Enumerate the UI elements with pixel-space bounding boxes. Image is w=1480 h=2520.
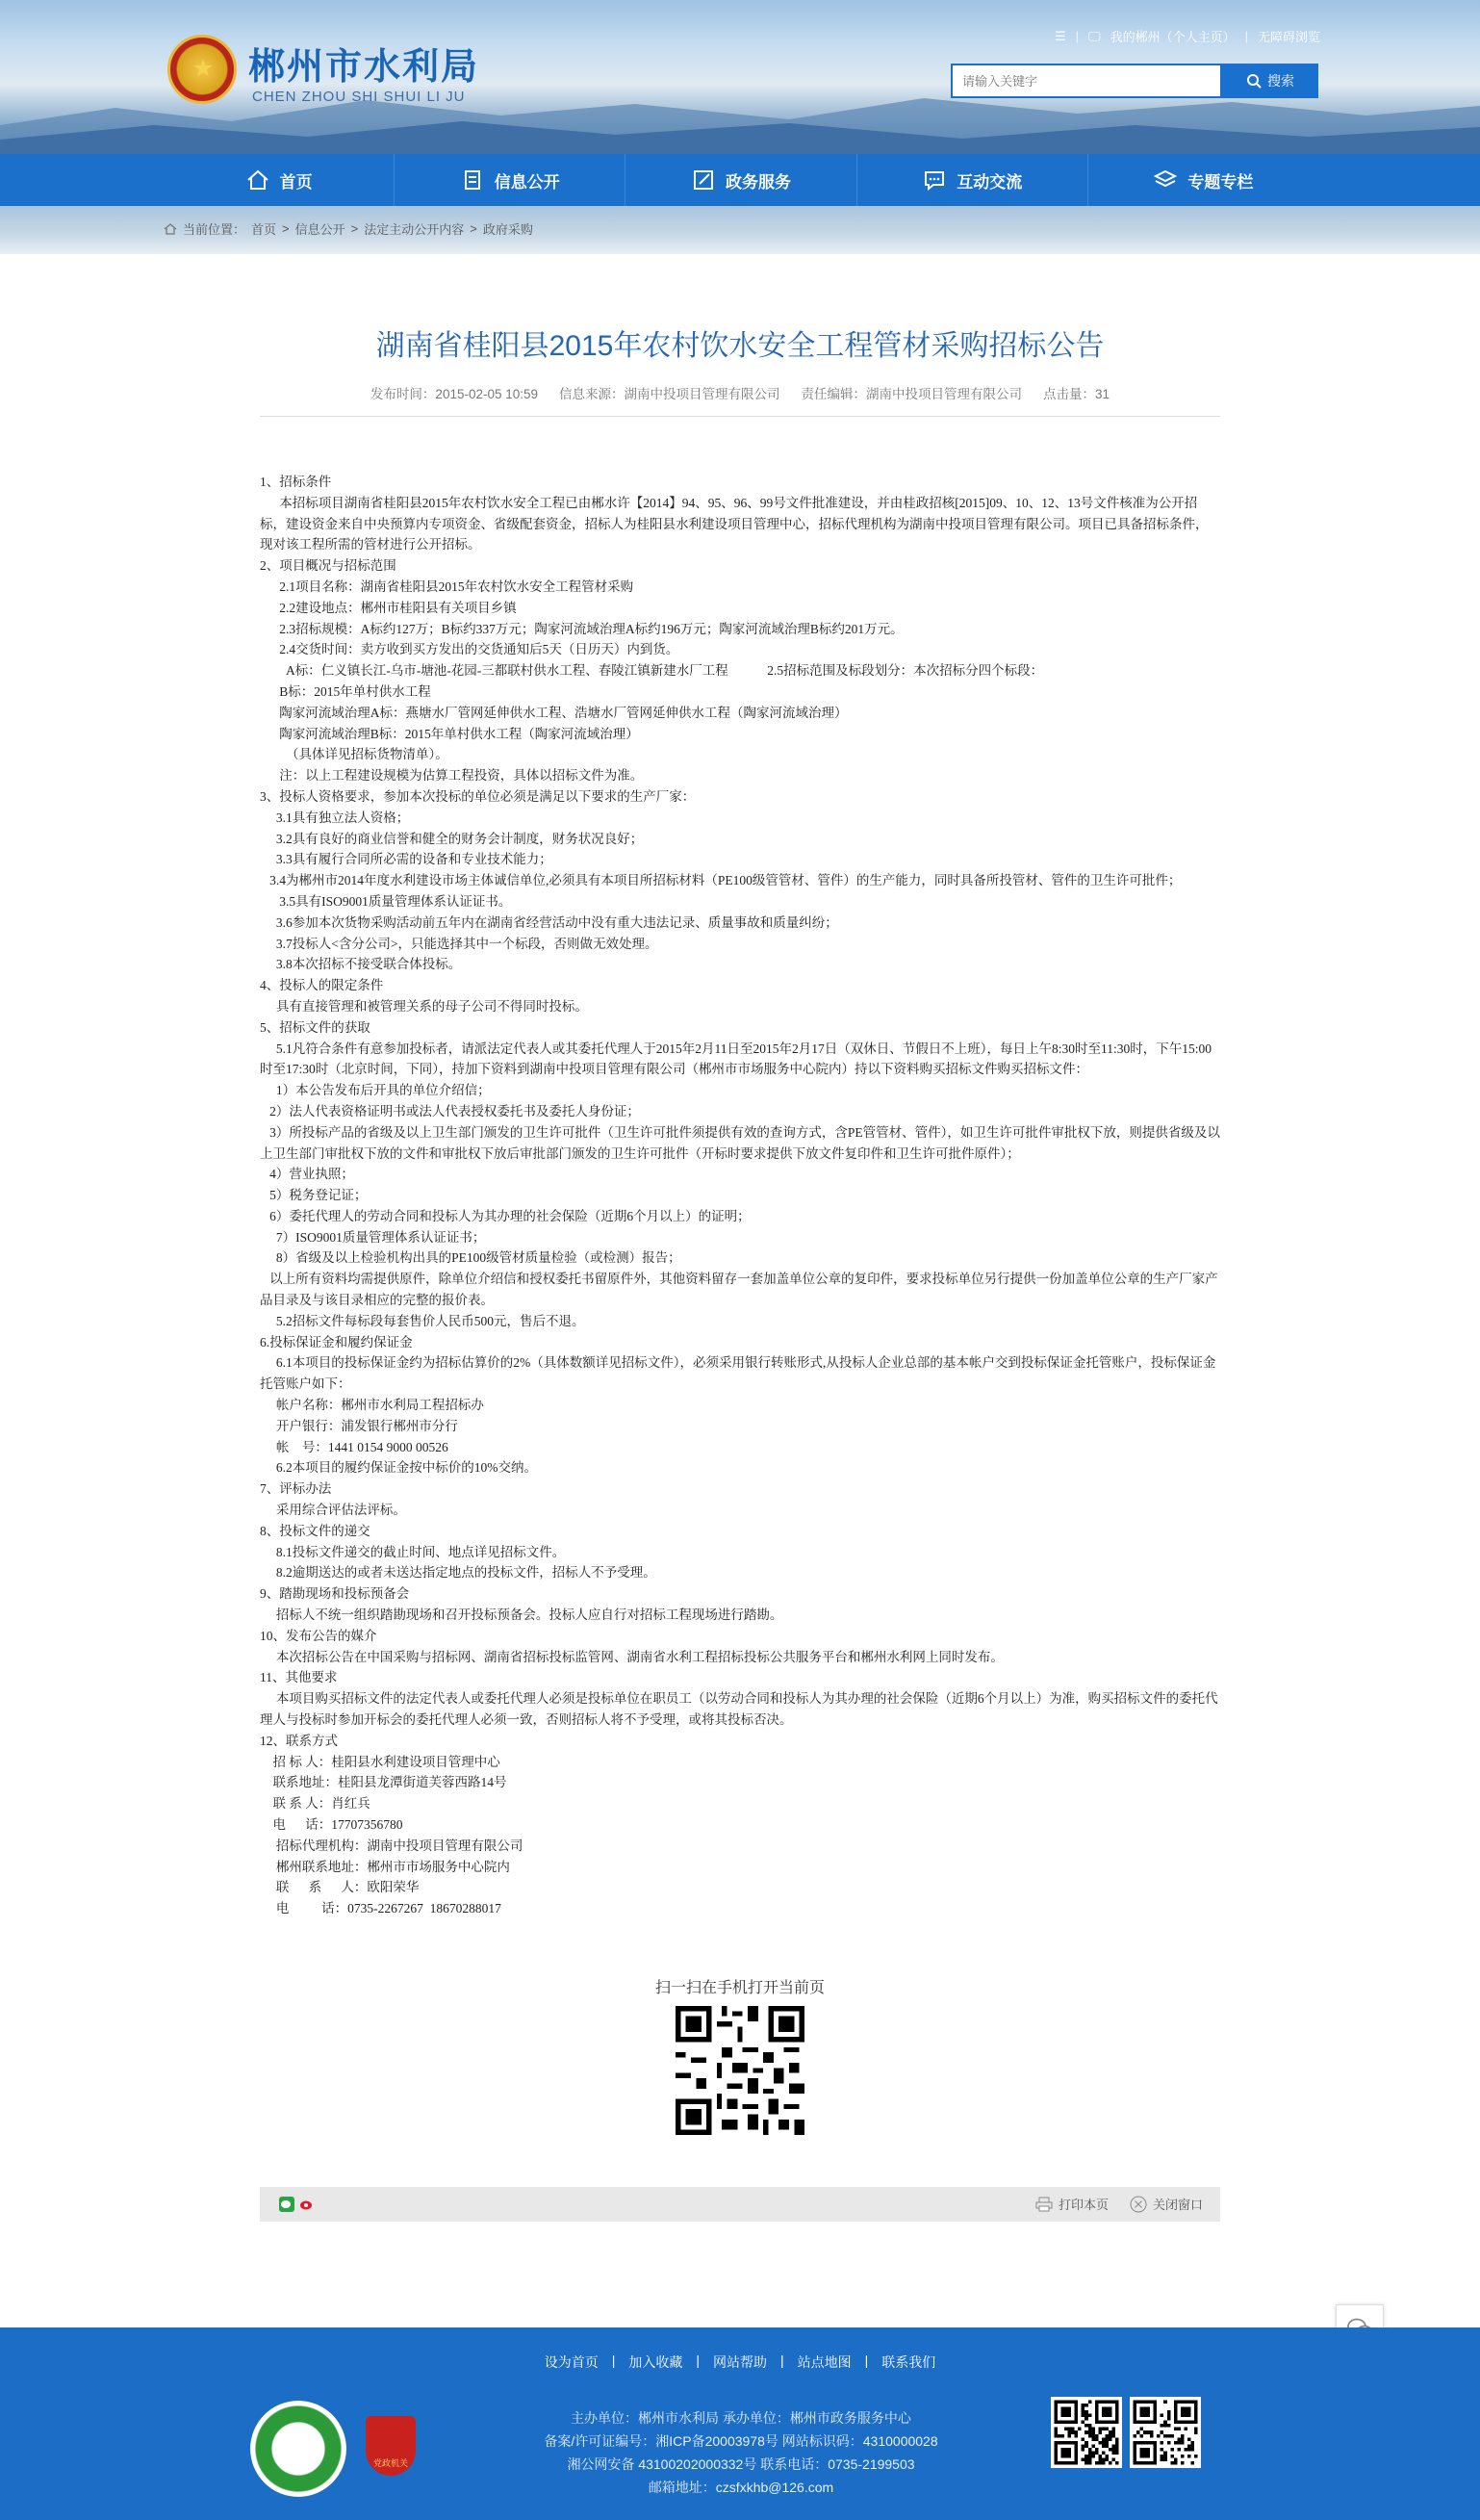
site-title[interactable]: 郴州市水利局 [248, 47, 480, 88]
article-paragraph: 电 话：17707356780 [260, 1817, 403, 1832]
publish-time: 发布时间：2015-02-05 10:59 [370, 387, 539, 401]
document-icon [460, 167, 485, 193]
search-box [951, 64, 1318, 98]
qr-code [676, 2006, 804, 2135]
wechat-share-icon[interactable] [279, 2197, 294, 2212]
print-label: 打印本页 [1058, 2198, 1109, 2212]
article-paragraph: 5.1凡符合条件有意参加投标者，请派法定代表人或其委托代理人于2015年2月11日至2015年2月17日（双休日、节假日不上班），每日上午8:30时至11:30时，下午15:00时至17:30时（北京时间，下同），持加下资料到湖南中投项目管理有限公司（郴州市市场服务中心院内）持以下资料购买招标文件购买招标文件： [260, 1041, 1212, 1077]
breadcrumb-sep: > [282, 221, 290, 236]
article-paragraph: 采用综合评估法评标。 [260, 1503, 406, 1518]
article-paragraph: 2.2建设地点：郴州市桂阳县有关项目乡镇 [260, 600, 517, 615]
article-paragraph: 开户银行：浦发银行郴州市分行 [260, 1418, 458, 1433]
breadcrumb [164, 219, 533, 238]
party-gov-org-icon[interactable] [366, 2416, 416, 2476]
article-paragraph: A标：仁义镇长江-乌市-塘池-花园-三都联村供水工程、春陵江镇新建水厂工程 2.5招标范围及标段划分：本次招标分四个标段： [260, 663, 1044, 679]
home-small-icon [164, 222, 177, 236]
breadcrumb-home[interactable]: 首页 [251, 222, 277, 237]
article-paragraph: 3.8本次招标不接受联合体投标。 [260, 957, 462, 972]
close-button[interactable] [1130, 2195, 1203, 2213]
article-paragraph: 联 系 人：欧阳荣华 [260, 1880, 420, 1895]
article-paragraph: 6）委托代理人的劳动合同和投标人为其办理的社会保险（近期6个月以上）的证明； [260, 1208, 751, 1223]
article-paragraph: 11、其他要求 [260, 1670, 338, 1685]
nav-special[interactable] [1088, 154, 1318, 206]
article-paragraph: 2）法人代表资格证明书或法人代表授权委托书及委托人身份证； [260, 1103, 640, 1119]
footer-icp[interactable]: 备案/许可证编号：湘ICP备20003978号 网站标识码：4310000028 [544, 2433, 938, 2449]
site-subtitle: CHEN ZHOU SHI SHUI LI JU [252, 89, 466, 105]
article-paragraph: 8.2逾期送达的或者未送达指定地点的投标文件，招标人不予受理。 [260, 1565, 656, 1581]
article-paragraph: 8）省级及以上检验机构出具的PE100级管材质量检验（或检测）报告； [260, 1250, 681, 1266]
breadcrumb-legal-content[interactable]: 法定主动公开内容 [364, 222, 465, 237]
article-toolbar [260, 2187, 1220, 2222]
breadcrumb-sep: > [470, 221, 477, 236]
article-paragraph: 5.2招标文件每标段每套售价人民币500元，售后不退。 [260, 1313, 585, 1328]
info-source: 信息来源：湖南中投项目管理有限公司 [559, 387, 780, 401]
article-paragraph: 帐户名称：郴州市水利局工程招标办 [260, 1398, 484, 1413]
article-paragraph: 8.1投标文件递交的截止时间、地点详见招标文件。 [260, 1544, 566, 1559]
article-paragraph: 3.1具有独立法人资格； [260, 810, 410, 825]
footer-contact-link[interactable]: 联系我们 [881, 2354, 936, 2370]
article-paragraph: 10、发布公告的媒介 [260, 1628, 377, 1643]
breadcrumb-info-public[interactable]: 信息公开 [294, 222, 345, 237]
article-paragraph: 3、投标人资格要求，参加本次投标的单位必须是满足以下要求的生产厂家： [260, 788, 696, 804]
article-paragraph: 本项目购买招标文件的法定代表人或委托代理人必须是投标单位在职员工（以劳动合同和投标人为其办理的社会保险（近期6个月以上）为准，购买招标文件的委托代理人与投标时参加开标会的委托代理人必须一致，否则招标人将不予受理，或将其投标否决。 [260, 1691, 1218, 1728]
article-paragraph: 陶家河流域治理B标：2015年单村供水工程（陶家河流域治理） [260, 726, 639, 741]
footer-email: 邮箱地址：czsfxkhb@126.com [648, 2480, 834, 2495]
my-chenzhou-link[interactable]: 我的郴州（个人主页） [1110, 30, 1236, 44]
close-icon [1130, 2196, 1147, 2213]
article-paragraph: 以上所有资料均需提供原件，除单位介绍信和授权委托书留原件外，其他资料留存一套加盖单位公章的复印件，要求投标单位另行提供一份加盖单位公章的生产厂家产品目录及与该目录相应的完整的报价表。 [260, 1272, 1218, 1308]
nav-gov-service-label: 政务服务 [726, 172, 791, 192]
article-paragraph: 陶家河流域治理A标：燕塘水厂管网延伸供水工程、浩塘水厂管网延伸供水工程（陶家河流域治理） [260, 705, 848, 720]
qr-pattern [1051, 2397, 1122, 2468]
article-paragraph: 招 标 人：桂阳县水利建设项目管理中心 [260, 1754, 500, 1769]
toolbar-actions [1035, 2195, 1203, 2213]
website-identification-seal-icon[interactable] [250, 2401, 346, 2497]
article-paragraph: 6.投标保证金和履约保证金 [260, 1334, 413, 1350]
article-paragraph: 3.7投标人<含分公司>，只能选择其中一个标段，否则做无效处理。 [260, 936, 658, 951]
article-paragraph: 帐 号：1441 0154 9000 00526 [260, 1439, 448, 1454]
qr-pattern [1130, 2397, 1201, 2468]
article-paragraph: 3.5具有ISO9001质量管理体系认证证书。 [260, 893, 512, 909]
article-paragraph: 2.3招标规模：A标约127万；B标约337万元；陶家河流域治理A标约196万元；陶家河流域治理B标约201万元。 [260, 621, 904, 636]
nav-home[interactable] [164, 154, 395, 206]
footer-sponsor: 主办单位：郴州市水利局 承办单位：郴州市政务服务中心 [571, 2410, 911, 2426]
article-body [260, 472, 1220, 1919]
article-paragraph: 3）所投标产品的省级及以上卫生部门颁发的卫生许可批件（卫生许可批件须提供有效的查询方式，含PE管管材、管件），如卫生许可批件审批权下放，则提供省级及以上卫生部门审批权下放的文件和审批权下放后审批部门颁发的卫生许可批件（开标时要求提供下放文件复印件和卫生许可批件原件）； [260, 1124, 1220, 1161]
nav-special-label: 专题专栏 [1187, 172, 1254, 192]
nav-interaction-label: 互动交流 [957, 172, 1023, 192]
divider [260, 416, 1220, 417]
article-meta [260, 383, 1220, 402]
footer-qr-code-2 [1130, 2397, 1201, 2468]
article-paragraph: 注：以上工程建设规模为估算工程投资，具体以招标文件为准。 [260, 768, 644, 784]
home-icon [245, 167, 270, 193]
article-paragraph: 3.2具有良好的商业信誉和健全的财务会计制度，财务状况良好； [260, 831, 644, 846]
share-icons [279, 2197, 314, 2212]
article-paragraph: 5、招标文件的获取 [260, 1019, 370, 1035]
search-input[interactable] [951, 64, 1222, 98]
article-paragraph: 7）ISO9001质量管理体系认证证书； [260, 1229, 486, 1245]
party-gov-org-text: 党政机关 [372, 2458, 408, 2468]
article-paragraph: 7、评标办法 [260, 1481, 332, 1497]
article-paragraph: 2.1项目名称：湖南省桂阳县2015年农村饮水安全工程管材采购 [260, 579, 634, 594]
article-paragraph: 本招标项目湖南省桂阳县2015年农村饮水安全工程已由郴水许【2014】94、95、96、99号文件批准建设，并由桂政招核[2015]09、10、12、13号文件核准为公开招标，建设资金来自中央预算内专项资金、省级配套资金，招标人为桂阳县水利建设项目管理中心，招标代理机构为湖南中投项目管理有限公司。项目已具备招标条件，现对该工程所需的管材进行公开招标。 [260, 495, 1209, 553]
article-paragraph: 招标代理机构：湖南中投项目管理有限公司 [260, 1838, 523, 1853]
nav-info-public[interactable] [395, 154, 625, 206]
site-header [0, 0, 1480, 154]
article-paragraph: （具体详见招标货物清单）。 [260, 747, 448, 762]
weibo-share-icon[interactable] [298, 2197, 314, 2212]
breadcrumb-prefix: 当前位置： [183, 222, 246, 237]
footer-favorite-link[interactable]: 加入收藏 [628, 2354, 683, 2370]
menu-icon[interactable]: ☰ [1054, 28, 1066, 43]
article-paragraph: 联 系 人：肖红兵 [260, 1796, 370, 1812]
top-links: ☰ | 🖵 我的郴州（个人主页） | 无障碍浏览 [1054, 28, 1320, 44]
breadcrumb-bar [0, 206, 1480, 254]
article-paragraph: 8、投标文件的递交 [260, 1523, 370, 1538]
article-paragraph: 6.1本项目的投标保证金约为招标估算价的2%（具体数额详见招标文件），必须采用银行转账形式,从投标人企业总部的基本帐户交到投标保证金托管账户，投标保证金托管账户如下： [260, 1355, 1216, 1392]
site-footer [0, 2327, 1480, 2520]
article-paragraph: 1、招标条件 [260, 475, 332, 489]
article-paragraph: 联系地址：桂阳县龙潭街道芙蓉西路14号 [260, 1775, 507, 1790]
article-paragraph: 12、联系方式 [260, 1733, 338, 1748]
article-paragraph: 电 话：0735-2267267 18670288017 [260, 1901, 501, 1916]
printer-icon [1035, 2197, 1053, 2212]
search-icon [1246, 73, 1262, 89]
main-nav [0, 154, 1480, 206]
footer-set-home-link[interactable]: 设为首页 [544, 2354, 599, 2370]
nav-gov-service[interactable] [625, 154, 856, 206]
article-paragraph: 3.3具有履行合同所必需的设备和专业技术能力； [260, 852, 552, 867]
footer-qr-code-1 [1051, 2397, 1122, 2468]
search-button[interactable] [1222, 64, 1318, 98]
article-paragraph: B标：2015年单村供水工程 [260, 683, 431, 699]
article-paragraph: 郴州联系地址：郴州市市场服务中心院内 [260, 1859, 510, 1874]
article-paragraph: 本次招标公告在中国采购与招标网、湖南省招标投标监管网、湖南省水利工程招标投标公共服务平台和郴州水利网上同时发布。 [260, 1649, 1004, 1664]
nav-interaction[interactable] [857, 154, 1088, 206]
search-button-label: 搜索 [1267, 73, 1294, 89]
article-paragraph: 4、投标人的限定条件 [260, 978, 384, 993]
article-paragraph: 4）营业执照； [260, 1167, 354, 1182]
accessibility-link[interactable]: 无障碍浏览 [1257, 30, 1320, 44]
article-paragraph: 3.6参加本次货物采购活动前五年内在湖南省经营活动中没有重大违法记录、质量事故和质量纠纷； [260, 914, 838, 930]
layers-icon [1153, 167, 1178, 193]
edit-icon [691, 167, 716, 193]
close-label: 关闭窗口 [1152, 2198, 1203, 2212]
article-paragraph: 具有直接管理和被管理关系的母子公司不得同时投标。 [260, 998, 588, 1014]
nav-info-public-label: 信息公开 [494, 172, 560, 192]
breadcrumb-procurement[interactable]: 政府采购 [482, 222, 533, 237]
footer-sitemap-link[interactable]: 站点地图 [797, 2354, 852, 2370]
article-paragraph: 2、项目概况与招标范围 [260, 558, 396, 574]
nav-home-label: 首页 [279, 172, 313, 192]
chat-icon [922, 167, 947, 193]
breadcrumb-sep: > [350, 221, 359, 236]
article-paragraph: 2.4交货时间：卖方收到买方发出的交货通知后5天（日历天）内到货。 [260, 642, 679, 657]
footer-help-link[interactable]: 网站帮助 [713, 2354, 767, 2370]
article-paragraph: 6.2本项目的履约保证金按中标价的10%交纳。 [260, 1460, 537, 1476]
article-paragraph: 招标人不统一组织踏勘现场和召开投标预备会。投标人应自行对招标工程现场进行踏勘。 [260, 1607, 783, 1623]
article-paragraph: 9、踏勘现场和投标预备会 [260, 1586, 410, 1602]
article-title: 湖南省桂阳县2015年农村饮水安全工程管材采购招标公告 [375, 330, 1105, 362]
qr-caption: 扫一扫在手机打开当前页 [654, 1980, 825, 1996]
article-paragraph: 1）本公告发布后开具的单位介绍信； [260, 1083, 491, 1098]
print-button[interactable] [1035, 2195, 1109, 2213]
click-count: 点击量：31 [1043, 387, 1110, 401]
national-emblem-icon [167, 35, 237, 104]
footer-links: 设为首页 | 加入收藏 | 网站帮助 | 站点地图 | 联系我们 [544, 2353, 936, 2370]
article-paragraph: 5）税务登记证； [260, 1188, 368, 1203]
footer-info [423, 2406, 1059, 2499]
editor: 责任编辑：湖南中投项目管理有限公司 [801, 387, 1023, 401]
footer-police-record[interactable]: 湘公网安备 43100202000332号 联系电话：0735-2199503 [567, 2456, 915, 2472]
monitor-icon: 🖵 [1088, 28, 1101, 43]
article-paragraph: 3.4为郴州市2014年度水利建设市场主体诚信单位,必须具有本项目所招标材料（PE100级管管材、管件）的生产能力，同时具备所投管材、管件的卫生许可批件； [260, 873, 1182, 888]
